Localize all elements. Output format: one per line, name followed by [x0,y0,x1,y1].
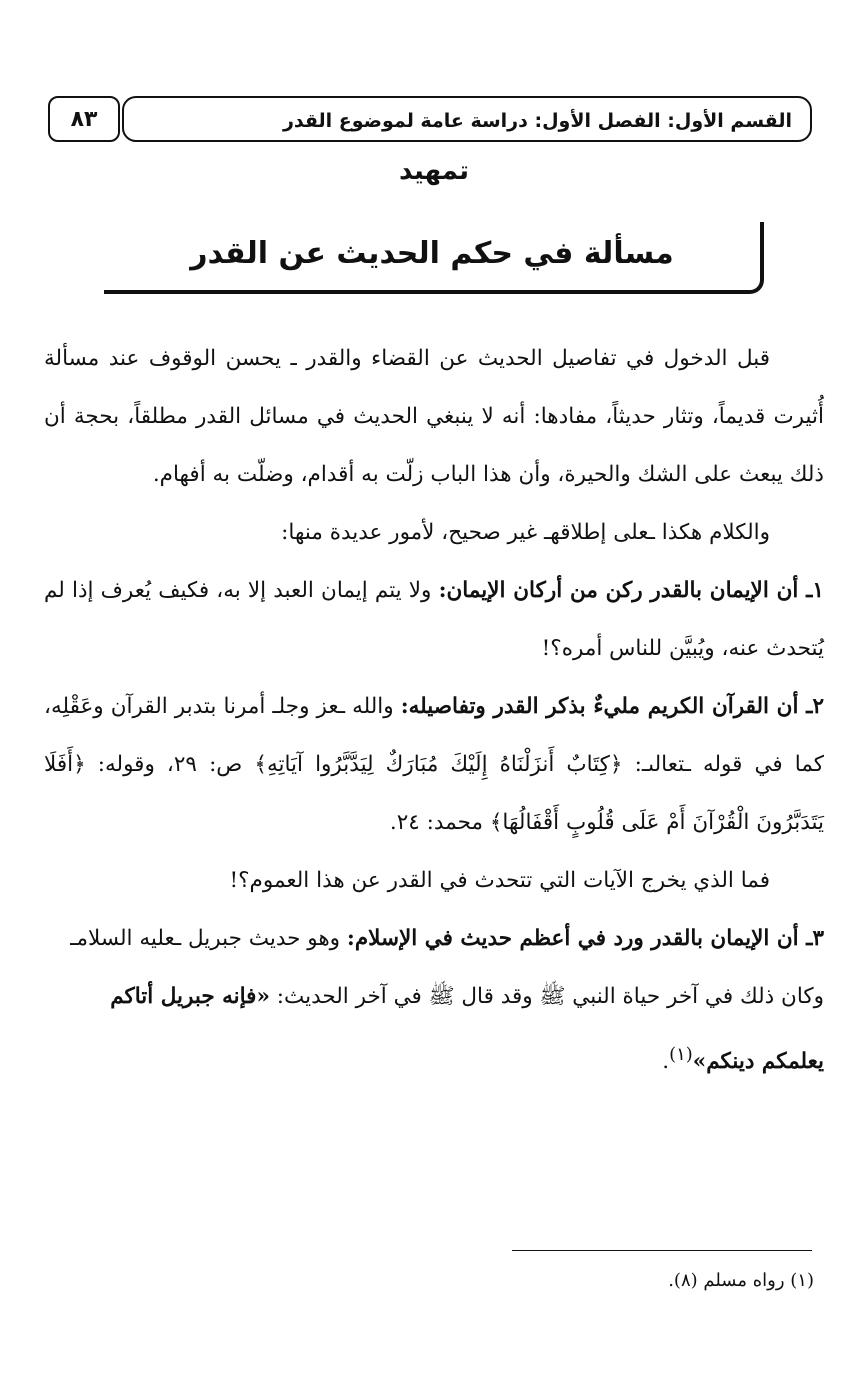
hadith-quote: «فإنه جبريل أتاكم يعلمكم دينكم» [110,984,824,1075]
list-item-1-text: ولا يتم إيمان العبد إلا به، فكيف يُعرف إذا لم يُتحدث عنه، ويُبيَّن للناس أمره؟! [44,578,824,661]
running-header-title: القسم الأول: الفصل الأول: دراسة عامة لموضوع القدر [282,110,792,132]
list-item-3-heading: ٣ـ أن الإيمان بالقدر ورد في أعظم حديث في الإسلام: [346,926,824,951]
section-label: تمهيد [399,156,469,186]
section-title-box [104,222,764,294]
footnote-ref-1: (١) [669,1044,693,1065]
page-number-box [48,96,120,142]
page-number: ٨٣ [70,107,98,132]
body-text [44,330,824,1091]
list-item-2-text: والله ـعز وجلـ أمرنا بتدبر القرآن وعَقْلِه، كما في قوله ـتعالىـ: ﴿كِتَابٌ أَنزَلْنَاهُ إِلَيْكَ مُبَارَكٌ لِيَدَّبَّرُوا آيَاتِهِ﴾ ص: ٢٩، وقوله: ﴿أَفَلَا يَتَدَبَّرُونَ الْقُرْآنَ أَمْ عَلَى قُلُوبٍ أَقْفَالُهَا﴾ محمد: ٢٤. [44,694,824,835]
footnote-separator [512,1250,812,1251]
section-title: مسألة في حكم الحديث عن القدر [190,236,674,271]
running-header [122,96,812,142]
list-item-3-text: وهو حديث جبريل ـعليه السلامـ وكان ذلك في آخر حياة النبي ﷺ وقد قال ﷺ في آخر الحديث: [70,926,824,1009]
list-item-1 [44,562,824,678]
list-item-3-end: . [662,1049,670,1075]
paragraph-claim: والكلام هكذا ـعلى إطلاقهـ غير صحيح، لأمور عديدة منها: [281,520,770,545]
list-item-1-heading: ١ـ أن الإيمان بالقدر ركن من أركان الإيمان: [438,578,824,603]
paragraph-question: فما الذي يخرج الآيات التي تتحدث في القدر عن هذا العموم؟! [229,868,770,893]
footnote-1: (١) رواه مسلم (٨). [668,1270,814,1291]
paragraph-intro: قبل الدخول في تفاصيل الحديث عن القضاء والقدر ـ يحسن الوقوف عند مسألة أُثيرت قديماً، وتثار حديثاً، مفادها: أنه لا ينبغي الحديث في مسائل القدر مطلقاً، بحجة أن ذلك يبعث على الشك والحيرة، وأن هذا الباب زلّت به أقدام، وضلّت به أفهام. [44,346,824,487]
list-item-2-heading: ٢ـ أن القرآن الكريم مليءٌ بذكر القدر وتفاصيله: [400,694,824,719]
list-item-2 [44,678,824,852]
list-item-3 [44,910,824,1091]
